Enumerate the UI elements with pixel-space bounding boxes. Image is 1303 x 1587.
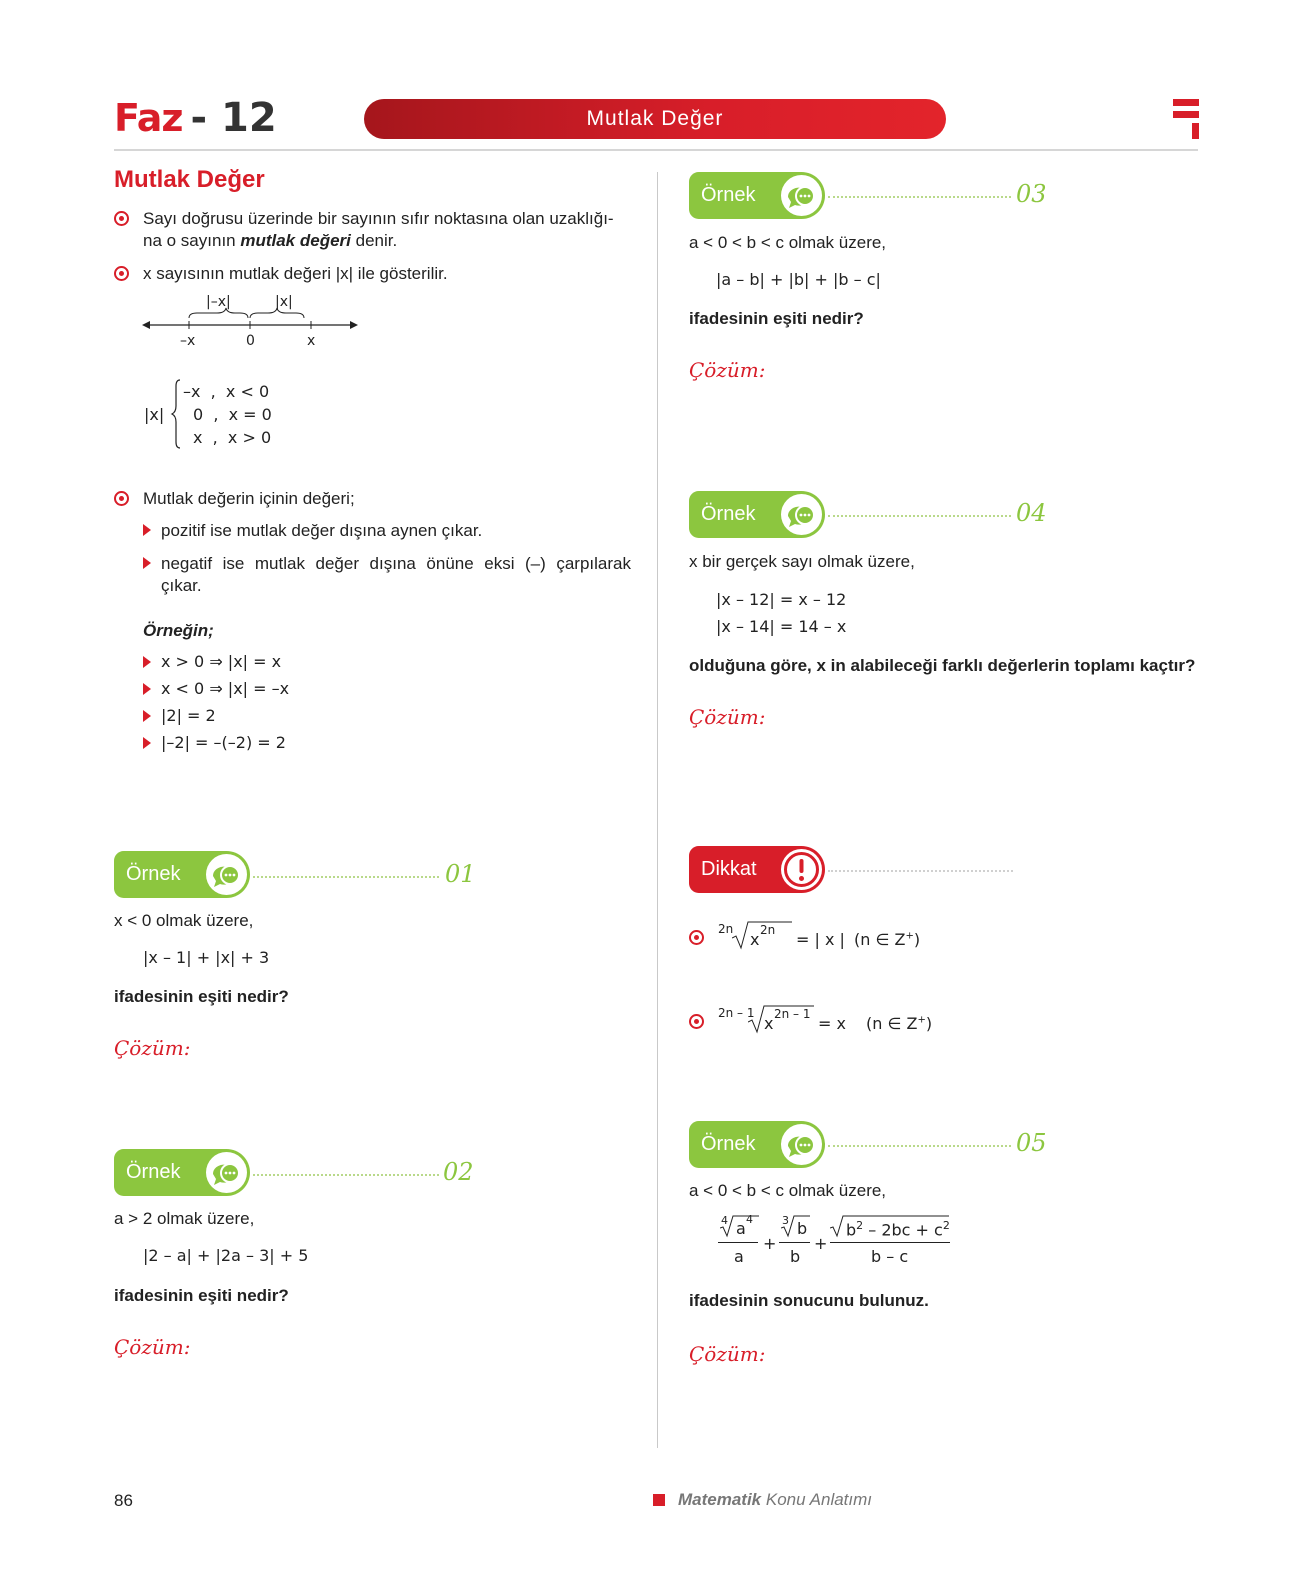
solution-label: Çözüm: <box>689 358 766 382</box>
radicand-exponent: 2n <box>760 923 776 937</box>
chapter-title: Mutlak Değer <box>586 107 724 130</box>
example-expression: |x – 14| = 14 – x <box>716 617 847 636</box>
bullet-icon <box>114 491 129 506</box>
bullet-icon <box>114 266 129 281</box>
triangle-bullet-icon <box>143 683 151 695</box>
triangle-bullet-icon <box>143 710 151 722</box>
denominator: a <box>734 1247 744 1266</box>
triangle-bullet-icon <box>143 656 151 668</box>
bullet-icon <box>689 1014 704 1029</box>
triangle-bullet-icon <box>143 737 151 749</box>
example-expression: |x – 12| = x – 12 <box>716 590 847 609</box>
example-condition: a < 0 < b < c olmak üzere, <box>689 233 887 252</box>
curly-brace-icon <box>170 378 182 450</box>
tick-pos-label: x <box>307 333 316 349</box>
triangle-bullet-icon <box>143 557 151 569</box>
badge-label: Dikkat <box>701 858 757 880</box>
neg-abs-label: |–x| <box>206 294 231 310</box>
tick-zero-label: 0 <box>246 333 255 349</box>
plus-sign: + <box>814 1234 828 1253</box>
notation-text: x sayısının mutlak değeri |x| ile gösterilir. <box>143 264 448 283</box>
emphasis-term: mutlak değeri <box>240 231 351 250</box>
badge-label: Örnek <box>701 503 756 525</box>
warning-badge <box>689 846 825 893</box>
inner-item-positive: pozitif ise mutlak değer dışına aynen çıkar. <box>161 521 483 540</box>
footer-square-icon <box>653 1494 665 1506</box>
example-number: 05 <box>1016 1129 1047 1157</box>
arrow-left-icon <box>142 321 150 329</box>
example-number: 04 <box>1016 499 1047 527</box>
page-number: 86 <box>114 1491 133 1510</box>
column-divider <box>657 172 658 1448</box>
solution-label: Çözüm: <box>114 1335 191 1359</box>
piecewise-row-2: 0 , x = 0 <box>193 405 272 424</box>
fraction-bar <box>779 1242 810 1243</box>
example-item: x < 0 ⇒ |x| = –x <box>161 679 290 698</box>
example-condition: a < 0 < b < c olmak üzere, <box>689 1181 887 1200</box>
example-condition: a > 2 olmak üzere, <box>114 1209 255 1228</box>
inner-item-negative-cont: çıkar. <box>161 576 202 595</box>
fraction-bar <box>830 1242 950 1243</box>
piecewise-row-3: x , x > 0 <box>193 428 272 447</box>
plus-sign: + <box>763 1234 777 1253</box>
badge-label: Örnek <box>126 1161 181 1183</box>
example-number: 02 <box>443 1158 474 1186</box>
section-title: Mutlak Değer <box>114 166 265 193</box>
radical-rule-even <box>718 916 948 956</box>
dotted-leader <box>253 1174 439 1176</box>
bullet-icon <box>689 930 704 945</box>
number-line-diagram <box>140 292 370 352</box>
chat-bubbles-icon <box>781 175 822 216</box>
triangle-bullet-icon <box>143 524 151 536</box>
header-divider <box>114 149 1198 151</box>
example-badge-05 <box>689 1121 825 1168</box>
tick-neg-label: –x <box>180 333 196 349</box>
example-item: |–2| = –(–2) = 2 <box>161 733 286 752</box>
example-condition: x bir gerçek sayı olmak üzere, <box>689 552 915 571</box>
example-badge-04 <box>689 491 825 538</box>
badge-label: Örnek <box>701 1133 756 1155</box>
radicand-exponent: 2n – 1 <box>774 1007 811 1021</box>
example-item: |2| = 2 <box>161 706 216 725</box>
dotted-leader <box>828 196 1011 198</box>
radicand: x <box>764 1014 774 1033</box>
example-condition: x < 0 olmak üzere, <box>114 911 254 930</box>
arrow-right-icon <box>350 321 358 329</box>
dotted-leader <box>828 515 1011 517</box>
denominator: b <box>790 1247 801 1266</box>
radicand-exponent: 4 <box>746 1213 753 1226</box>
inner-item-negative: negatif ise mutlak değer dışına önüne eksi (–) çarpılarak <box>161 554 631 573</box>
example-question: ifadesinin eşiti nedir? <box>114 1286 289 1305</box>
chapter-title-banner <box>364 99 946 139</box>
inner-value-title: Mutlak değerin içinin değeri; <box>143 489 355 508</box>
root-index: 2n – 1 <box>718 1006 755 1020</box>
exclamation-icon <box>781 849 822 890</box>
example-item: x > 0 ⇒ |x| = x <box>161 652 282 671</box>
chat-bubbles-icon <box>781 1124 822 1165</box>
definition-line-1: Sayı doğrusu üzerinde bir sayının sıfır noktasına olan uzaklığı- <box>143 209 614 228</box>
examples-title: Örneğin; <box>143 621 214 640</box>
bullet-icon <box>114 211 129 226</box>
chapter-number: - 12 <box>190 95 277 141</box>
chat-bubbles-icon <box>206 854 247 895</box>
rule-rhs: = x <box>818 1014 846 1033</box>
example-question: ifadesinin eşiti nedir? <box>689 309 864 328</box>
footer-brand: Matematik Konu Anlatımı <box>678 1490 873 1509</box>
example-question: olduğuna göre, x in alabileceği farklı değerlerin toplamı kaçtır? <box>689 656 1196 675</box>
example-number: 01 <box>445 860 476 888</box>
dotted-leader <box>253 876 439 878</box>
badge-label: Örnek <box>126 863 181 885</box>
solution-label: Çözüm: <box>114 1036 191 1060</box>
brace-right <box>250 308 304 318</box>
solution-label: Çözüm: <box>689 1342 766 1366</box>
rule-condition: (n ∈ Z+) <box>866 1014 933 1033</box>
rule-condition: (n ∈ Z+) <box>854 930 921 949</box>
radicand: x <box>750 930 760 949</box>
denominator: b – c <box>871 1247 909 1266</box>
dotted-leader <box>828 870 1013 872</box>
logo-letters: Faz <box>114 96 183 140</box>
definition-line-2: na o sayının mutlak değeri denir. <box>143 231 398 250</box>
rule-rhs: = | x | <box>796 930 845 949</box>
radical-rule-odd <box>718 1000 958 1040</box>
abs-label: |x| <box>275 294 293 310</box>
example-question: ifadesinin sonucunu bulunuz. <box>689 1291 929 1310</box>
dotted-leader <box>828 1145 1011 1147</box>
example-number: 03 <box>1016 180 1047 208</box>
fraction-expression <box>718 1212 958 1272</box>
chat-bubbles-icon <box>206 1152 247 1193</box>
chat-bubbles-icon <box>781 494 822 535</box>
corner-logo-icon <box>1173 99 1199 139</box>
fraction-bar <box>718 1242 758 1243</box>
root-index: 4 <box>721 1214 728 1227</box>
piecewise-lhs: |x| <box>144 405 165 424</box>
example-expression: |x – 1| + |x| + 3 <box>143 948 270 967</box>
example-question: ifadesinin eşiti nedir? <box>114 987 289 1006</box>
brand-logo <box>114 95 277 141</box>
radicand: $b^2 - 2bc + c^2$ <box>846 1219 950 1240</box>
root-index: 2n <box>718 922 734 936</box>
radicand: a <box>736 1219 746 1238</box>
badge-label: Örnek <box>701 184 756 206</box>
solution-label: Çözüm: <box>689 705 766 729</box>
example-expression: |2 – a| + |2a – 3| + 5 <box>143 1246 309 1265</box>
example-badge-03 <box>689 172 825 219</box>
root-index: 3 <box>782 1214 789 1227</box>
example-badge-02 <box>114 1149 250 1196</box>
radicand: b <box>797 1219 808 1238</box>
piecewise-row-1: –x , x < 0 <box>183 382 270 401</box>
example-badge-01 <box>114 851 250 898</box>
example-expression: |a – b| + |b| + |b – c| <box>716 270 881 289</box>
